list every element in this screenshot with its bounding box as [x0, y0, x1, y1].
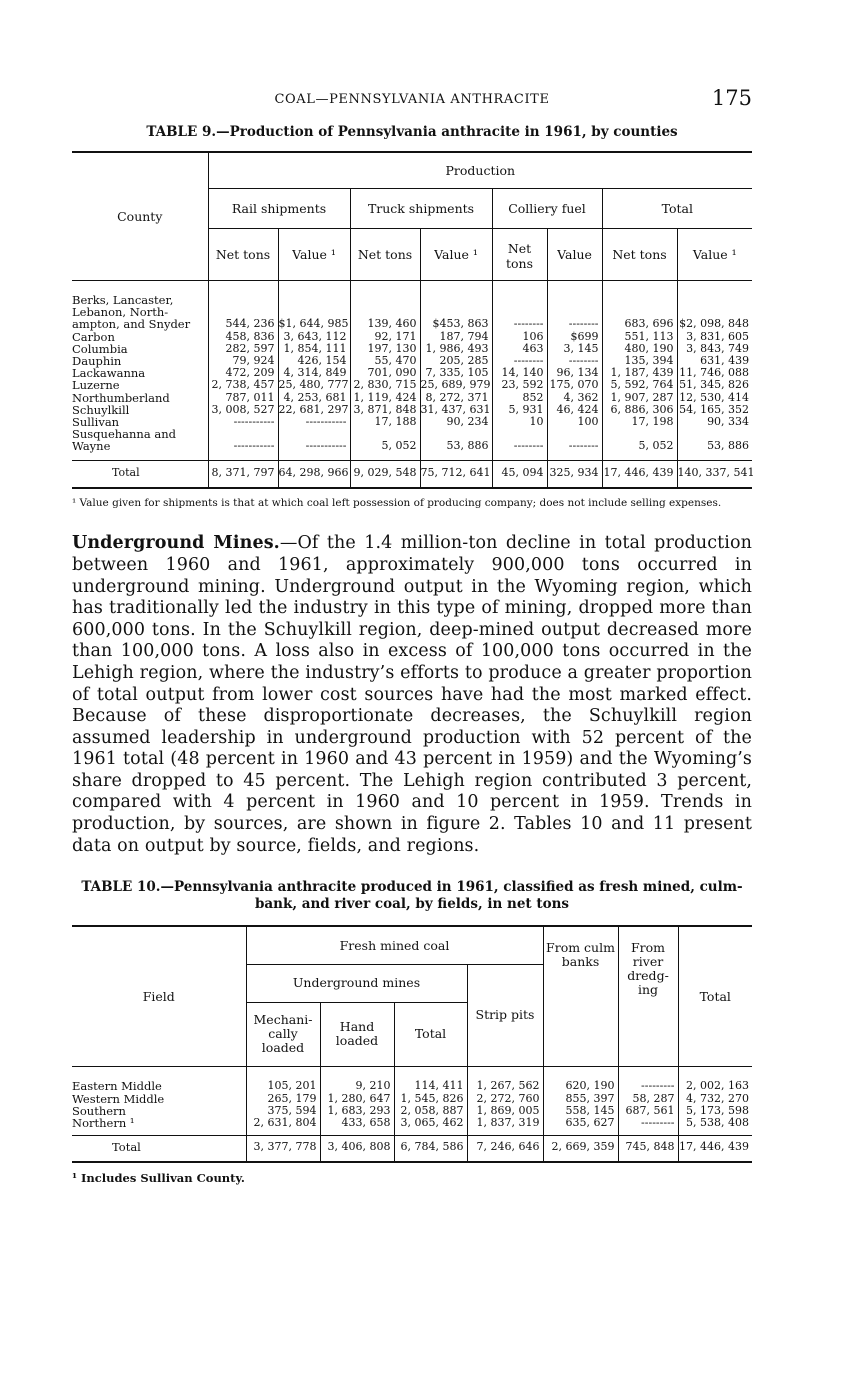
section-heading: Underground Mines.	[72, 533, 280, 554]
table-cell: 135, 394	[602, 355, 677, 367]
county-name: Schuylkill	[72, 402, 130, 417]
table-cell: 1, 119, 424	[350, 392, 420, 404]
table-cell: 1, 187, 439	[602, 367, 677, 379]
county-name: Susquehanna and Wayne	[72, 427, 176, 454]
table9	[72, 151, 755, 489]
table-row	[72, 379, 752, 391]
table9-production-header: Production	[208, 152, 752, 188]
table-cell: --------	[492, 355, 547, 367]
table9-caption: TABLE 9.—Production of Pennsylvania anthracite in 1961, by counties	[146, 124, 678, 140]
table-cell: 4, 732, 270	[678, 1093, 752, 1105]
total-cell: 17, 446, 439	[678, 1136, 752, 1162]
table-cell: 687, 561	[618, 1105, 678, 1117]
table-row	[72, 1080, 752, 1092]
table10-river-header: From river dredg- ing	[618, 926, 678, 1066]
total-cell: 75, 712, 641	[420, 461, 492, 489]
table10	[72, 925, 752, 1163]
table-row	[72, 392, 752, 404]
body-paragraph	[72, 533, 752, 857]
county-name: Northumberland	[72, 390, 170, 405]
total-cell: 3, 406, 808	[320, 1136, 394, 1162]
county-name: Luzerne	[72, 378, 120, 393]
table-cell: 14, 140	[492, 367, 547, 379]
table-cell: 2, 738, 457	[208, 379, 278, 391]
table-cell: 458, 836	[208, 331, 278, 343]
table-cell: 1, 280, 647	[320, 1093, 394, 1105]
table-cell: 197, 130	[350, 343, 420, 355]
table-cell: -----------	[278, 428, 350, 452]
table-cell: 5, 538, 408	[678, 1117, 752, 1129]
table-cell: 25, 480, 777	[278, 378, 349, 392]
table10-hand-header: Hand loaded	[320, 1002, 394, 1066]
table-cell: 1, 683, 293	[320, 1105, 394, 1117]
table9-subheader: Net tons	[492, 228, 547, 280]
table-cell: 1, 837, 319	[467, 1117, 543, 1129]
total-cell: 745, 848	[618, 1136, 678, 1162]
body-text: —Of the 1.4 million-ton decline in total production between 1960 and 1961, approximately 900,000 tons occurred in underground mining. Underground output in the Wyoming region, which has traditionally led the industry in this type of mining, dropped more than 600,000 tons. In the Schuylkill region, deep-mined output decreased more than 100,000 tons. A loss also in excess of 100,000 tons occurred in the Lehigh region, where the industry’s efforts to produce a greater proportion of total output from lower cost sources have had the most marked effect. Because of these disproportionate decreases, the Schuylkill region assumed leadership in underground production with 52 percent of the 1961 total (48 percent in 1960 and 43 percent in 1959) and the Wyoming’s share dropped to 45 percent. The Lehigh region contributed 3 percent, compared with 4 percent in 1960 and 10 percent in 1959. Trends in production, by sources, are shown in figure 2. Tables 10 and 11 present data on output by source, fields, and regions.	[72, 533, 752, 856]
county-name: Columbia	[72, 341, 128, 356]
total-cell: 45, 094	[492, 461, 547, 489]
table10-strip-header: Strip pits	[467, 964, 543, 1066]
total-cell: 3, 377, 778	[246, 1136, 320, 1162]
table-cell: 2, 058, 887	[394, 1105, 467, 1117]
table-cell: 5, 931	[492, 404, 547, 416]
table-cell: 31, 437, 631	[420, 402, 491, 416]
table-cell: 3, 831, 605	[677, 331, 752, 343]
county-name: Carbon	[72, 329, 115, 344]
table-cell: 4, 253, 681	[278, 392, 350, 404]
table-cell: 1, 907, 287	[602, 392, 677, 404]
total-label: Total	[72, 1136, 246, 1162]
county-name: Sullivan	[72, 415, 120, 430]
table9-county-header: County	[72, 152, 208, 280]
total-cell: 17, 446, 439	[602, 461, 677, 489]
total-cell: 7, 246, 646	[467, 1136, 543, 1162]
table-cell: 683, 696	[602, 294, 677, 331]
table-cell: 1, 545, 826	[394, 1093, 467, 1105]
total-cell: 2, 669, 359	[543, 1136, 618, 1162]
table-cell: 25, 689, 979	[420, 378, 491, 392]
table-row	[72, 294, 752, 331]
table-cell: 3, 843, 749	[677, 343, 752, 355]
table-cell: 17, 198	[602, 416, 677, 428]
table-cell: 2, 830, 715	[350, 379, 420, 391]
table-cell: 558, 145	[543, 1105, 618, 1117]
field-name: Northern ¹	[72, 1116, 135, 1131]
table-cell: 2, 631, 804	[246, 1117, 320, 1129]
table-cell: 6, 886, 306	[602, 404, 677, 416]
page	[72, 86, 755, 1185]
table-cell: 3, 871, 848	[350, 404, 420, 416]
table-cell: 205, 285	[420, 355, 492, 367]
total-cell: 325, 934	[547, 461, 602, 489]
table-row	[72, 428, 752, 452]
table-cell: --------	[492, 294, 547, 331]
table-cell: 282, 597	[208, 343, 278, 355]
total-label: Total	[72, 461, 208, 489]
table-cell: 3, 008, 527	[208, 404, 278, 416]
table-row	[72, 331, 752, 343]
table-cell: 620, 190	[543, 1080, 618, 1092]
table-cell: --------	[492, 428, 547, 452]
running-header	[72, 86, 752, 114]
table-cell: 551, 113	[602, 331, 677, 343]
table-cell: 701, 090	[350, 367, 420, 379]
table-cell: 5, 052	[350, 428, 420, 452]
table-cell: 11, 746, 088	[677, 367, 752, 379]
table-cell: 12, 530, 414	[677, 392, 752, 404]
table9-subheader: Value ¹	[278, 228, 350, 280]
field-name: Eastern Middle	[72, 1079, 162, 1094]
field-name: Southern	[72, 1104, 126, 1119]
table-cell: 90, 334	[677, 416, 752, 428]
table-cell: 852	[492, 392, 547, 404]
table-cell: 480, 190	[602, 343, 677, 355]
table10-fresh-header: Fresh mined coal	[246, 926, 543, 964]
total-cell: 8, 371, 797	[208, 461, 278, 489]
table-cell: 55, 470	[350, 355, 420, 367]
table-cell: 90, 234	[420, 416, 492, 428]
table-cell: 635, 627	[543, 1117, 618, 1129]
county-name: Dauphin	[72, 354, 122, 369]
table-cell: 9, 210	[320, 1080, 394, 1092]
table-cell: 23, 592	[492, 379, 547, 391]
table-cell: 10	[492, 416, 547, 428]
table9-subheader: Net tons	[602, 228, 677, 280]
county-name: Berks, Lancaster, Lebanon, North- ampton, and Snyder	[72, 293, 191, 332]
table-cell: 2, 002, 163	[678, 1080, 752, 1092]
total-cell: 6, 784, 586	[394, 1136, 467, 1162]
table10-footnote: ¹ Includes Sullivan County.	[72, 1170, 245, 1185]
table-cell: 1, 986, 493	[420, 343, 492, 355]
table-cell: 58, 287	[618, 1093, 678, 1105]
table-cell: $699	[547, 331, 602, 343]
table10-culm-header: From culm banks	[543, 926, 618, 1066]
table-cell: 4, 362	[547, 392, 602, 404]
table-cell: -----------	[208, 416, 278, 428]
table-cell: 472, 209	[208, 367, 278, 379]
table-cell: 54, 165, 352	[677, 404, 752, 416]
table-cell: 92, 171	[350, 331, 420, 343]
table-cell: 1, 869, 005	[467, 1105, 543, 1117]
table-cell: 463	[492, 343, 547, 355]
table-cell: $1, 644, 985	[278, 294, 350, 331]
table-cell: 265, 179	[246, 1093, 320, 1105]
table-cell: 1, 267, 562	[467, 1080, 543, 1092]
table9-subheader: Value ¹	[677, 228, 752, 280]
table9-subheader: Value ¹	[420, 228, 492, 280]
table-cell: 5, 052	[602, 428, 677, 452]
table10-mech-header: Mechani- cally loaded	[246, 1002, 320, 1066]
table-cell: 17, 188	[350, 416, 420, 428]
table-cell: 53, 886	[677, 428, 752, 452]
table9-group-colliery: Colliery fuel	[492, 188, 602, 228]
total-cell: 140, 337, 541	[677, 461, 752, 489]
table-cell: 96, 134	[547, 367, 602, 379]
table-cell: 1, 854, 111	[278, 343, 350, 355]
table-cell: $2, 098, 848	[677, 294, 752, 331]
table9-subheader: Value	[547, 228, 602, 280]
table-cell: 4, 314, 849	[278, 367, 350, 379]
table-cell: 631, 439	[677, 355, 752, 367]
total-row	[72, 1136, 752, 1162]
table-cell: 375, 594	[246, 1105, 320, 1117]
table-cell: 53, 886	[420, 428, 492, 452]
table-cell: ---------	[618, 1080, 678, 1092]
table-cell: 7, 335, 105	[420, 367, 492, 379]
table-cell: 100	[547, 416, 602, 428]
table-row	[72, 1117, 752, 1129]
table-cell: ---------	[618, 1117, 678, 1129]
total-cell: 64, 298, 966	[278, 461, 350, 489]
table9-group-rail: Rail shipments	[208, 188, 350, 228]
table-cell: 46, 424	[547, 404, 602, 416]
table-cell: 8, 272, 371	[420, 392, 492, 404]
table-cell: 5, 173, 598	[678, 1105, 752, 1117]
table-cell: --------	[547, 294, 602, 331]
table10-caption: TABLE 10.—Pennsylvania anthracite produced in 1961, classified as fresh mined, culm-bank, and river coal, by fields, in net tons	[81, 879, 743, 913]
table-cell: 2, 272, 760	[467, 1093, 543, 1105]
table-cell: 106	[492, 331, 547, 343]
table10-field-header: Field	[72, 926, 246, 1066]
table-cell: 175, 070	[547, 379, 602, 391]
table-cell: 3, 145	[547, 343, 602, 355]
table-cell: 855, 397	[543, 1093, 618, 1105]
table-cell: 426, 154	[278, 355, 350, 367]
table-cell: $453, 863	[420, 294, 492, 331]
table-cell: -----------	[208, 428, 278, 452]
table-cell: 3, 643, 112	[278, 331, 350, 343]
table-cell: -----------	[278, 416, 350, 428]
table-cell: --------	[547, 355, 602, 367]
table-cell: 51, 345, 826	[677, 379, 752, 391]
table-cell: 22, 681, 297	[278, 402, 349, 416]
table-cell: 139, 460	[350, 294, 420, 331]
running-title: COAL—PENNSYLVANIA ANTHRACITE	[274, 92, 550, 107]
field-name: Western Middle	[72, 1091, 165, 1106]
county-name: Lackawanna	[72, 366, 146, 381]
table9-subheader: Net tons	[208, 228, 278, 280]
table10-total-header: Total	[678, 926, 752, 1066]
total-cell: 9, 029, 548	[350, 461, 420, 489]
table-cell: 105, 201	[246, 1080, 320, 1092]
table-cell: 187, 794	[420, 331, 492, 343]
table-cell: 433, 658	[320, 1117, 394, 1129]
table-cell: 5, 592, 764	[602, 379, 677, 391]
table-cell: 114, 411	[394, 1080, 467, 1092]
table10-total-u-header: Total	[394, 1002, 467, 1066]
table9-footnote: ¹ Value given for shipments is that at which coal left possession of producing company; does not include selling expenses.	[72, 497, 722, 510]
table10-underground-header: Underground mines	[246, 964, 467, 1002]
table9-subheader: Net tons	[350, 228, 420, 280]
total-row	[72, 461, 752, 489]
table-cell: 79, 924	[208, 355, 278, 367]
table-cell: 544, 236	[208, 294, 278, 331]
table-cell: --------	[547, 428, 602, 452]
table-cell: 787, 011	[208, 392, 278, 404]
page-number: 175	[711, 86, 752, 110]
table-cell: 3, 065, 462	[394, 1117, 467, 1129]
table9-group-total: Total	[602, 188, 752, 228]
table9-group-truck: Truck shipments	[350, 188, 492, 228]
